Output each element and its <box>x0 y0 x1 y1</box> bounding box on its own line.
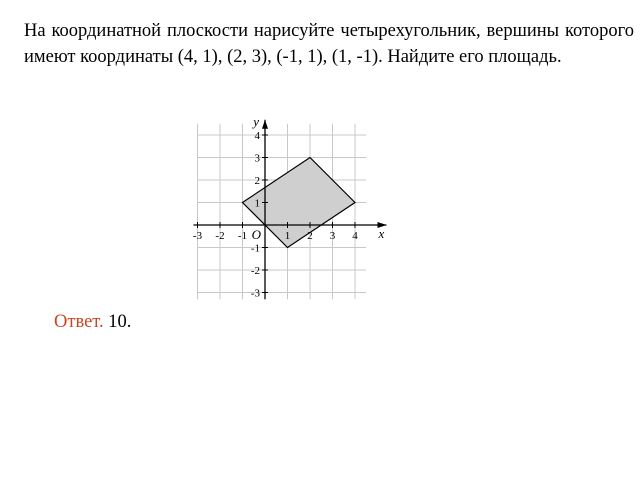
y-tick-label: 3 <box>254 152 260 165</box>
x-tick-label: -3 <box>192 230 203 242</box>
x-tick-label: -2 <box>215 230 225 242</box>
y-axis-label: y <box>253 113 259 129</box>
y-axis-arrow-icon <box>262 120 268 129</box>
x-tick-label: 2 <box>307 230 313 242</box>
answer <box>54 312 131 333</box>
coordinate-plane-figure <box>192 110 405 305</box>
y-tick-label: -2 <box>250 265 260 277</box>
x-axis-label: x <box>378 226 385 241</box>
y-tick-label: 2 <box>254 175 260 187</box>
x-tick-label: -1 <box>237 230 248 242</box>
y-tick-label: -3 <box>250 287 260 300</box>
answer-label: Ответ. <box>54 312 104 332</box>
coordinate-plane-svg <box>192 110 405 305</box>
y-tick-label: 4 <box>254 130 260 142</box>
y-tick-label: -1 <box>250 242 260 255</box>
x-tick-label: 1 <box>284 230 291 242</box>
origin-label: O <box>251 227 261 242</box>
x-tick-label: 3 <box>329 230 336 242</box>
problem-statement: На координатной плоскости нарисуйте четырехугольник, вершины которого имеют координаты (4, 1), (2, 3), (-1, 1), (1, -1). Найдите его площадь. <box>24 21 634 67</box>
y-tick-label: 1 <box>254 197 260 210</box>
x-tick-label: 4 <box>352 230 358 242</box>
answer-value: 10. <box>108 312 132 332</box>
